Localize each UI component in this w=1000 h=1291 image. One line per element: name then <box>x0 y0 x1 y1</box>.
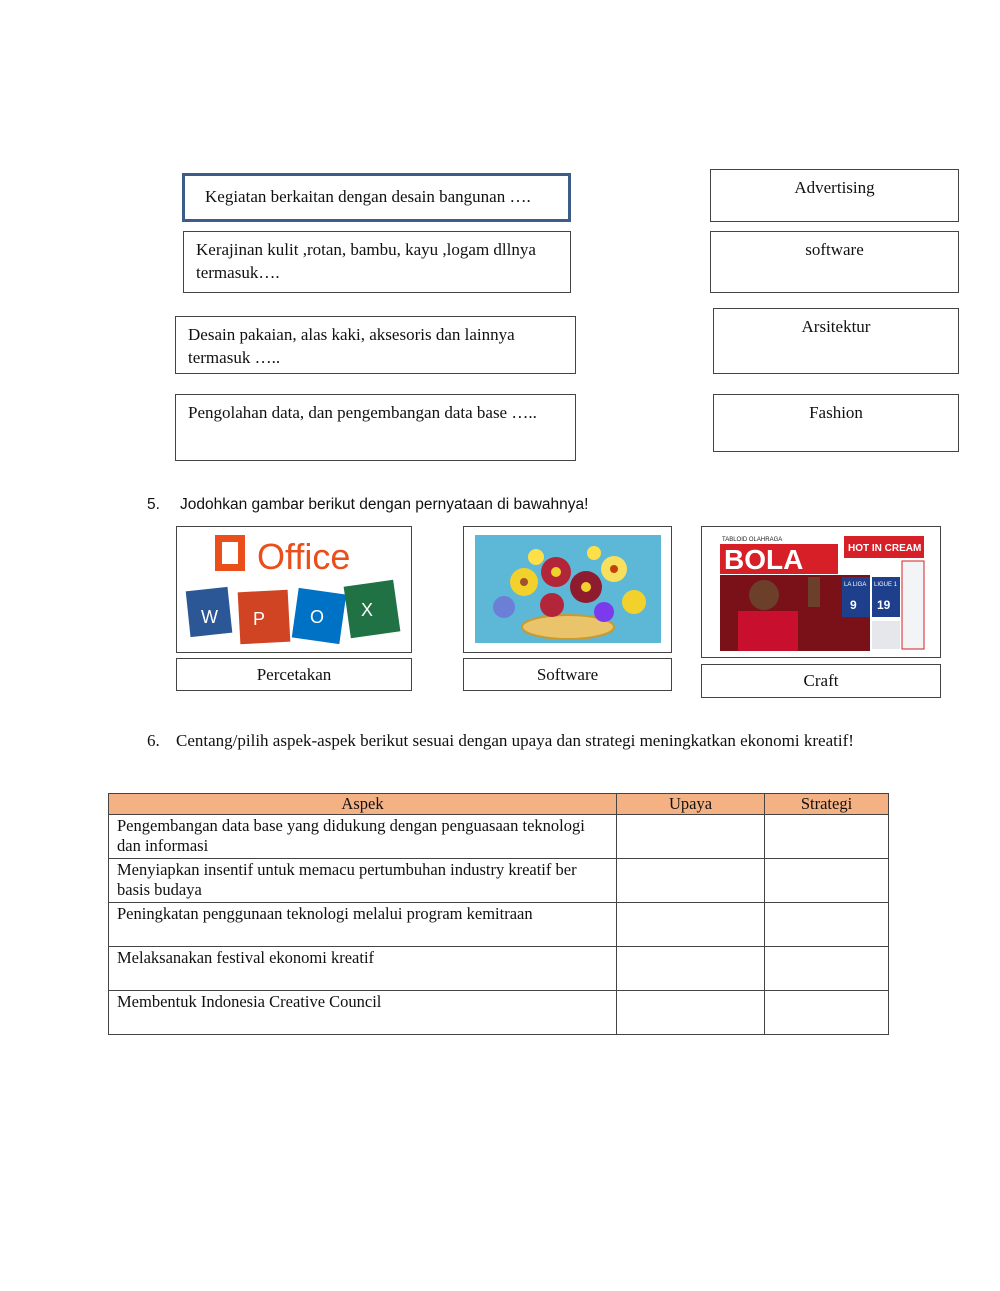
aspek-cell: Pengembangan data base yang didukung dengan penguasaan teknologi dan informasi <box>109 815 617 859</box>
aspek-cell: Peningkatan penggunaan teknologi melalui program kemitraan <box>109 903 617 947</box>
statement-box-kerajinan[interactable] <box>183 231 571 293</box>
outlook-letter: O <box>310 607 325 627</box>
strategi-checkbox-cell[interactable] <box>765 991 889 1035</box>
aspek-cell: Membentuk Indonesia Creative Council <box>109 991 617 1035</box>
answer-text: Arsitektur <box>801 317 871 336</box>
header-aspek: Aspek <box>109 794 617 815</box>
upaya-checkbox-cell[interactable] <box>617 815 765 859</box>
header-strategi: Strategi <box>765 794 889 815</box>
image-office[interactable] <box>176 526 412 653</box>
answer-text: Fashion <box>809 403 863 422</box>
office-mark-hole <box>222 542 238 564</box>
upaya-checkbox-cell[interactable] <box>617 859 765 903</box>
question-6 <box>147 729 867 753</box>
statement-text: Kerajinan kulit ,rotan, bambu, kayu ,logam dllnya termasuk…. <box>196 240 536 282</box>
question-text: Centang/pilih aspek-aspek berikut sesuai dengan upaya dan strategi meningkatkan ekonomi kreatif! <box>176 731 854 750</box>
upaya-checkbox-cell[interactable] <box>617 947 765 991</box>
answer-box-fashion[interactable] <box>713 394 959 452</box>
cover-ligue: LIGUE 1 <box>874 582 898 588</box>
word-letter: W <box>201 607 218 627</box>
statement-text: Desain pakaian, alas kaki, aksesoris dan lainnya termasuk ….. <box>188 325 515 367</box>
aspek-cell: Menyiapkan insentif untuk memacu pertumbuhan industry kreatif ber basis budaya <box>109 859 617 903</box>
caption-percetakan[interactable] <box>176 658 412 691</box>
image-bola-tabloid[interactable] <box>701 526 941 658</box>
statement-box-software[interactable] <box>175 394 576 461</box>
caption-text: Software <box>536 665 599 684</box>
cover-kicker: TABLOID OLAHRAGA <box>722 537 783 543</box>
bottom-panel <box>872 621 900 649</box>
upaya-checkbox-cell[interactable] <box>617 903 765 947</box>
office-logo-text: Office <box>257 536 351 577</box>
flower-basket-icon <box>464 527 671 652</box>
answer-box-arsitektur[interactable] <box>713 308 959 374</box>
answer-text: Advertising <box>794 178 875 197</box>
office-logo-icon <box>177 527 411 652</box>
newspaper-cover-icon <box>702 527 940 657</box>
question-number: 5. <box>147 496 160 513</box>
cover-promo: HOT IN CREAM <box>848 543 922 554</box>
caption-text: Craft <box>803 671 839 690</box>
caption-software[interactable] <box>463 658 672 691</box>
answer-text: software <box>805 240 864 259</box>
cover-masthead: BOLA <box>724 544 804 575</box>
table-row <box>109 903 889 947</box>
table-row <box>109 991 889 1035</box>
table-row <box>109 815 889 859</box>
cover-score-right: 19 <box>877 598 891 612</box>
side-column <box>902 561 924 649</box>
statement-text: Pengolahan data, dan pengembangan data base ….. <box>188 403 537 422</box>
question-number: 6. <box>147 731 160 750</box>
cover-score-left: 9 <box>850 598 857 612</box>
excel-letter: X <box>361 600 374 620</box>
question-5 <box>147 496 588 514</box>
player-jersey <box>738 611 798 651</box>
strategi-checkbox-cell[interactable] <box>765 903 889 947</box>
aspek-table <box>108 793 889 1035</box>
table-header-row <box>109 794 889 815</box>
strategi-checkbox-cell[interactable] <box>765 815 889 859</box>
caption-text: Percetakan <box>256 665 332 684</box>
table-row <box>109 947 889 991</box>
upaya-checkbox-cell[interactable] <box>617 991 765 1035</box>
image-quilling-craft[interactable] <box>463 526 672 653</box>
player-head <box>749 580 779 610</box>
statement-box-fashion[interactable] <box>175 316 576 374</box>
player-arm <box>808 577 820 607</box>
question-text: Jodohkan gambar berikut dengan pernyataan di bawahnya! <box>180 496 589 513</box>
cover-liga: LA LIGA <box>844 582 867 588</box>
statement-text: Kegiatan berkaitan dengan desain bangunan …. <box>205 187 531 206</box>
answer-box-advertising[interactable] <box>710 169 959 222</box>
table-row <box>109 859 889 903</box>
powerpoint-letter: P <box>253 609 266 629</box>
strategi-checkbox-cell[interactable] <box>765 947 889 991</box>
statement-box-arsitektur[interactable] <box>182 173 571 222</box>
strategi-checkbox-cell[interactable] <box>765 859 889 903</box>
caption-craft[interactable] <box>701 664 941 698</box>
answer-box-software[interactable] <box>710 231 959 293</box>
aspek-cell: Melaksanakan festival ekonomi kreatif <box>109 947 617 991</box>
header-upaya: Upaya <box>617 794 765 815</box>
